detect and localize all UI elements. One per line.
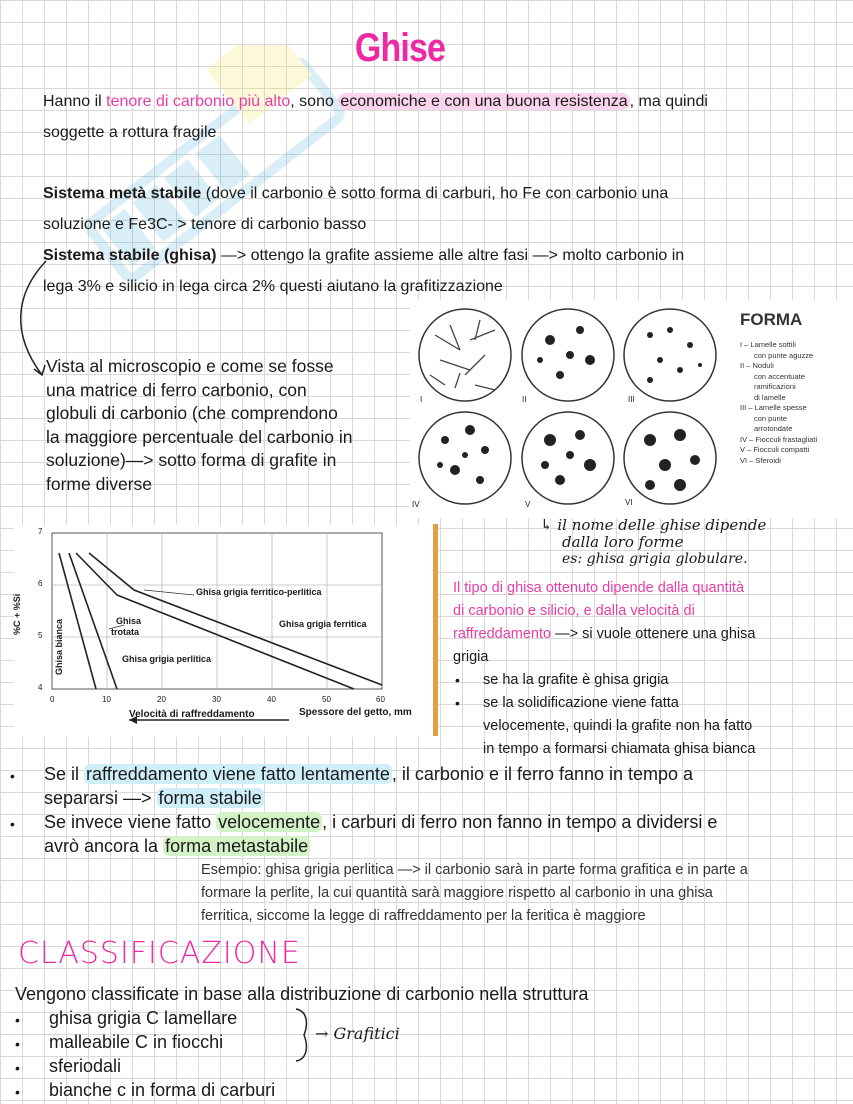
xtick-10: 10 (102, 695, 111, 704)
ytick-7: 7 (38, 527, 43, 536)
label-ferritica: Ghisa grigia ferritica (279, 619, 367, 629)
label-ghisa: Ghisa (116, 616, 142, 626)
chart-side-bar (433, 524, 438, 736)
handwritten-note: ↳ il nome delle ghise dipende dalla loro forme es: ghisa grigia globulare. (540, 516, 767, 567)
grafitici-label: → Grafitici (315, 1024, 400, 1043)
label-trotata: trotata (111, 627, 140, 637)
right-note: Il tipo di ghisa ottenuto dipende dalla quantità di carbonio e silicio, e dalla velocità di raffreddamento —> si vuole ottenere una ghisa grigia • se ha la grafite è ghisa grigia • se la solidificazione viene fatta velocemente, quindi la grafite non ha fatto in tempo a formarsi chiamata ghisa bianca (453, 580, 756, 757)
line-ghisa-bianca (59, 553, 96, 689)
systems-paragraph: Sistema metà stabile (dove il carbonio è sotto forma di carburi, ho Fe con carbonio una soluzione e Fe3C- > tenore di carbonio basso Sistema stabile (ghisa) —> ottengo la grafite assieme alle altre fasi —> molto carbonio in lega 3% e silicio in lega circa 2% questi aiutano la grafitizzazione (43, 185, 685, 295)
classification-section: Vengono classificate in base alla distribuzione di carbonio nella struttura • ghisa grigia C lamellare • malleabile C in fiocchi • sferiodali • bianche c in forma di carburi (15, 984, 589, 1100)
xtick-60: 60 (376, 695, 385, 704)
example-text: Esempio: ghisa grigia perlitica —> il carbonio sarà in parte forma grafitica e in parte a formare la perlite, la cui quantità sarà maggiore rispetto al carbonio in una ghisa ferritica, siccome la legge di raffreddamento per la feritica è maggiore (201, 862, 748, 924)
xtick-50: 50 (322, 695, 331, 704)
cooling-list: • Se il raffreddamento viene fatto lentamente , il carbonio e il ferro fanno in tempo a separarsi —> forma stabile • Se invece viene fatto velocemente , i carburi di ferro non fanno in tempo a dividersi e avrò ancora la forma metastabile (10, 764, 718, 856)
numeral-iii: III (628, 395, 635, 404)
numeral-ii: II (522, 395, 527, 404)
numeral-i: I (420, 395, 423, 404)
chart-ylabel: %C + %Si (12, 593, 22, 635)
forma-title: FORMA (740, 310, 803, 329)
numeral-iv: IV (412, 500, 420, 509)
microscope-description: Vista al microscopio e come se fosse una matrice di ferro carbonio, con globuli di carbonio (che comprendono la maggiore percentuale del carbonio in soluzione)—> sotto forma di grafite in forme diverse (46, 356, 353, 494)
ytick-5: 5 (38, 631, 43, 640)
graphite-forms-figure (410, 300, 853, 518)
xtick-40: 40 (267, 695, 276, 704)
label-ferritico-perlitica: Ghisa grigia ferritico-perlitica (196, 587, 322, 597)
numeral-vi: VI (625, 498, 633, 507)
cooling-chart (14, 525, 438, 737)
chart-svg (14, 525, 438, 737)
forma-legend: I – Lamelle sottili con punte aguzze II – Noduli con accentuate ramificazioni di lamelle III – Lamelle spesse con punte arrotondate IV – Fiocculi frastagliati V – Fiocculi compatti VI – Sferoidi (740, 340, 818, 465)
intro-paragraph: Hanno il tenore di carbonio più alto, sono economiche e con una buona resistenza , ma quindi soggette a rottura fragile (43, 93, 708, 141)
xtick-30: 30 (212, 695, 221, 704)
numeral-v: V (525, 500, 531, 509)
label-perlitica: Ghisa grigia perlitica (122, 654, 212, 664)
chart-xlabel: Velocità di raffreddamento (129, 709, 255, 720)
page-title: Ghise (354, 26, 446, 70)
ytick-6: 6 (38, 579, 43, 588)
ytick-4: 4 (38, 683, 43, 692)
xtick-20: 20 (157, 695, 166, 704)
line-trotata (69, 553, 117, 689)
chart-xlabel2: Spessore del getto, mm (299, 707, 412, 718)
label-bianca: Ghisa bianca (54, 618, 64, 675)
classification-heading: CLASSIFICAZIONE (18, 936, 301, 971)
xtick-0: 0 (50, 695, 55, 704)
